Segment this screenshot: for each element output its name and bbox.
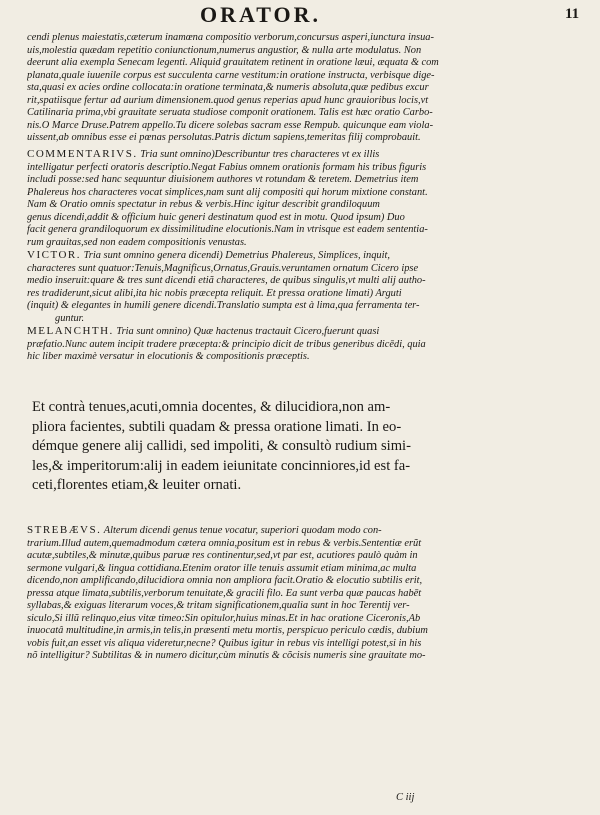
text-line: nis.O Marce Druse.Patrem appello.Tu dicere solebas sacram esse Rempub. quicunque eam viola- (27, 119, 434, 131)
text-line: deerunt alia exempla Senecam legenti. Aliquid grauitatem retinent in oratione læui, æquata & com (27, 57, 439, 68)
text-line: sta,quasi ex acies ordine collocata:in oratione terminata,& numeris absoluta,quæ pedibus excur (27, 82, 429, 93)
text-line (27, 300, 582, 313)
line-text: genus dicendi,addit & officium huic generi destinatum quod est in motu. Quod ipsum) Duo (27, 211, 405, 223)
line-text: facit genera grandiloquorum ex dissimilitudine elocutionis.Nam in vtrisque est eadem sententia- (27, 224, 428, 235)
line-text: Tria sunt omnino genera dicendi) Demetrius Phalereus, Simplices, inquit, (81, 250, 390, 261)
page-number: 11 (565, 6, 580, 22)
line-text: siculo,Si illũ relinquo,eius vitæ timeo:Sin opitulor,huius minas.Et in hac oratione Ciceronis,Ab (27, 612, 421, 624)
text-line (27, 148, 582, 162)
text-line (27, 237, 582, 250)
line-text: guntur. (55, 312, 85, 324)
text-line (27, 339, 582, 352)
commentator-name: MELANCHTH. (27, 325, 114, 337)
commentary-block (27, 524, 582, 663)
line-text: medio inseruit:quare & tres sunt dicendi etiã characteres, de quibus singulis,vt multi alij autho- (27, 275, 426, 286)
commentator-name: COMMENTARIVS. (27, 148, 138, 160)
line-text: Phalereus hos characteres vocat simplices,nam sunt alij compositi qui horum mixtione constant. (27, 186, 428, 198)
line-text: intelligatur perfecti oratoris descriptio.Negat Fabius omnem orationis formam his tribus figuris (27, 161, 427, 173)
text-line (27, 288, 582, 301)
line-text: acutæ,subtiles,& minutæ,quibus paruæ res continentur,sed,vt par est, acutiores paulò quàm in (27, 550, 418, 561)
text-line: planata,quale iuuenile corpus est succulenta carne vestitum:in oratione instructa, verbisque dige- (27, 69, 435, 81)
text-line (27, 275, 582, 288)
text-line (27, 313, 582, 326)
line-text: Tria sunt omnino)Describuntur tres characteres vt ex illis (137, 149, 380, 160)
commentary-block (27, 148, 582, 364)
text-line: uis,molestia quædam repetitio coniunctionum,numerus angustior, & nulla arte modulatus. Non (27, 44, 422, 56)
text-line (27, 650, 582, 663)
text-line: Catilinaria prima,vbi grauitate seruata studiose componit orationem. Talis est hæc oratio Carbo- (27, 107, 433, 118)
main-text (32, 398, 587, 496)
text-line (27, 538, 582, 551)
text-line (27, 563, 582, 576)
text-line (27, 613, 582, 626)
text-line: rit,spatiisque fertur ad aurium dimensionem.quod genus reperias apud hunc grauioribus locis,vt (27, 94, 429, 106)
text-line (27, 575, 582, 588)
text-line: cendi plenus maiestatis,cæterum inamœna compositio verborum,concursus asperi,iunctura insua- (27, 32, 434, 43)
line-text: sermone vulgari,& lingua cottidiana.Etenim orator ille tenuis assumit etiam minima,ac multa (27, 562, 417, 574)
line-text: pressa atque limata,subtilis,verborum tenuitate,& gracili filo. Ea sunt verba quæ paucas habēt (27, 587, 422, 599)
line-text: inuocatâ multitudine,in armis,in telis,in præsenti metu mortis, perspicuo periculo cædis, dubium (27, 625, 428, 636)
text-line (27, 212, 582, 225)
main-text-line: Et contrà tenues,acuti,omnia docentes, & dilucidiora,non am- (32, 399, 391, 415)
text-line (27, 224, 582, 237)
line-text: rum grauitas,sed non eadem compositionis venustas. (27, 236, 247, 248)
main-text-line: pliora facientes, subtili quadam & pressa oratione limati. In eo- (32, 418, 402, 435)
text-line (27, 638, 582, 651)
main-text-line: les,& imperitorum:alij in eadem ieiunitate concinniores,id est fa- (32, 457, 411, 474)
text-line (27, 351, 582, 364)
line-text: dicendo,non amplificando,dilucidiora omnia non ampliora facit.Oratio & elocutio subtilis erit, (27, 575, 423, 586)
running-title: ORATOR. (200, 2, 322, 27)
text-line (27, 187, 582, 200)
line-text: characteres sunt quatuor:Tenuis,Magnificus,Ornatus,Grauis.veruntamen ornatum Cicero ipse (27, 262, 419, 274)
signature-mark: C iij (396, 792, 415, 803)
commentator-name: STREBÆVS. (27, 524, 102, 536)
line-text: syllabas,& exiguas literarum voces,& tritam significationem,qualia sunt in hoc Terentij ver- (27, 600, 410, 611)
line-text: Nam & Oratio omnis spectatur in rebus & verbis.Hinc igitur describit grandiloquum (27, 199, 380, 210)
line-text: (inquit) & elegantes in humili genere dicendi.Translatio sumpta est à lima,qua ferramenta ter- (27, 300, 420, 311)
running-head (0, 2, 600, 30)
text-line: uissent,ab omnibus esse ei pœnas persolutas.Patris dictum sapiens,temeritas filij comprobauit. (27, 132, 421, 143)
text-line (27, 524, 582, 538)
text-line (27, 325, 582, 339)
line-text: præfatio.Nunc autem incipit tradere præcepta:& principio dicit de tribus generibus dicēdi, quia (27, 338, 426, 350)
line-text: hic liber maximè versatur in elocutionis & compositionis præceptis. (27, 351, 310, 362)
commentary-continuation (27, 32, 582, 145)
line-text: includi posse:sed hanc sequuntur diuisionem authores vt rotundam & teretem. Demetrius item (27, 174, 419, 185)
commentator-name: VICTOR. (27, 249, 81, 261)
main-text-line: ceti,florentes etiam,& leuiter ornati. (32, 477, 242, 494)
line-text: nõ intelligitur? Subtilitas & in numero dicitur,cùm minutis & cõcisis numeris sine grauitate mo- (27, 650, 426, 661)
text-line (27, 550, 582, 563)
line-text: Tria sunt omnino) Quæ hactenus tractauit Cicero,fuerunt quasi (113, 326, 380, 337)
text-line (27, 174, 582, 187)
line-text: trarium.Illud autem,quemadmodum cætera omnia,positum est in rebus & verbis.Sententiæ erũt (27, 537, 422, 549)
line-text: res tradiderunt,sicut alibi,ita hic nobis præcepta reliquit. Et pressa oratione limati) Arguti (27, 287, 402, 299)
line-text: Alterum dicendi genus tenue vocatur, superiori quodam modo con- (101, 525, 382, 536)
text-line (27, 199, 582, 212)
line-text: vobis fuit,an esset vis aliqua videretur,necne? Quibus igitur in rebus vis intelligi potest,si in his (27, 637, 422, 649)
text-line (27, 600, 582, 613)
text-line (27, 588, 582, 601)
text-line (27, 625, 582, 638)
text-line (27, 249, 582, 263)
text-line (27, 162, 582, 175)
main-text-line: démque genere alij callidi, sed impoliti, & consultò rudium simi- (32, 438, 411, 455)
text-line (27, 263, 582, 276)
